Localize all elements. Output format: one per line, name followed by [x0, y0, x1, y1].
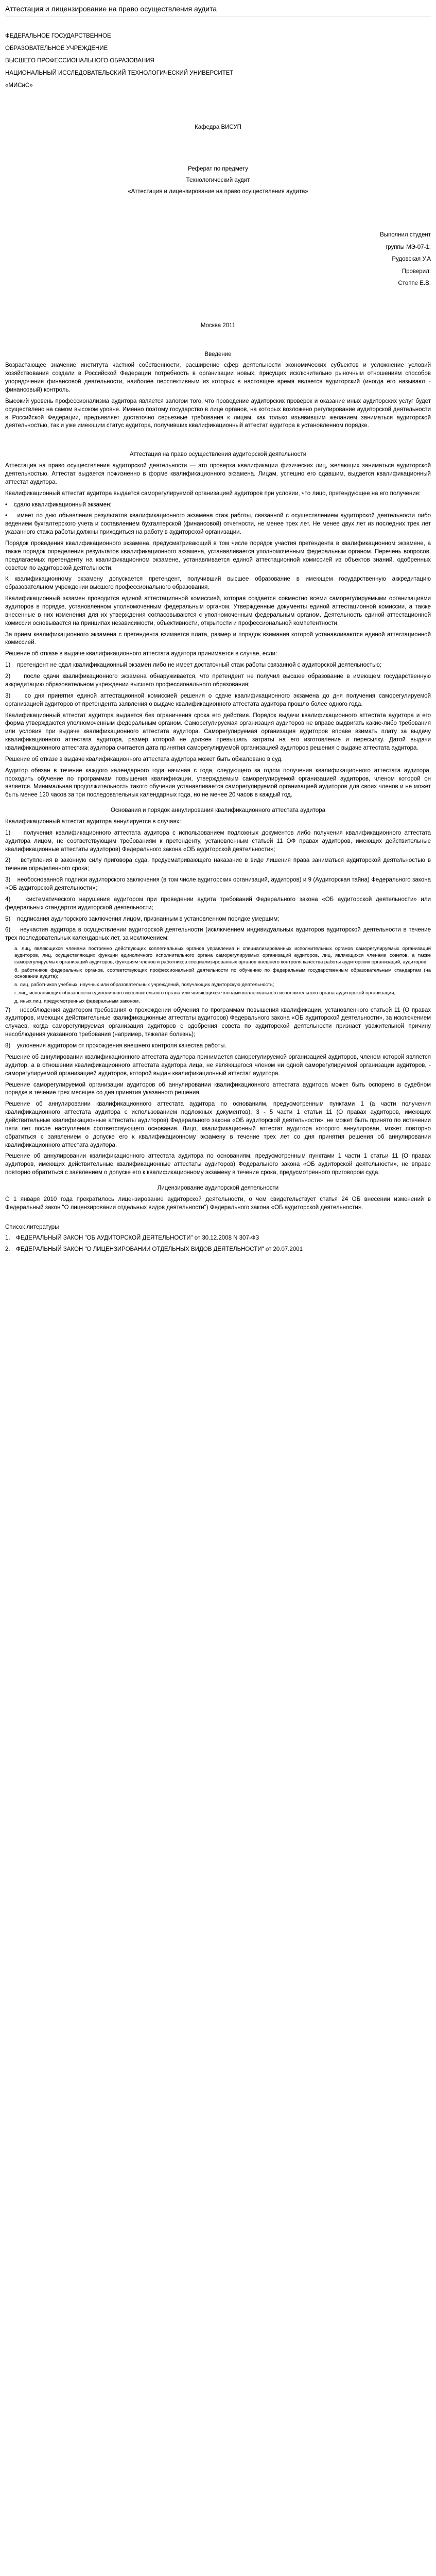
paragraph: Высокий уровень профессионализма аудитора является залогом того, что проведение аудиторских проверок и оказание иных аудиторских услуг будет осуществлено на самом высоком уровне. Именно поэтому государство в лице органов, на которых возложено регулирование аудиторской деятельности в Российской Федерации, предъявляет достаточно серьезные требования к лицам, как только изъявившим желанием заниматься аудиторской деятельностью, так и уже имеющим статус аудитора, получивших квалификационный аттестат аудитора в установленном порядке.	[5, 398, 431, 429]
paragraph: К квалификационному экзамену допускается претендент, получивший высшее образование в имеющем государственную аккредитацию образовательном учреждении высшего профессионального образования.	[5, 576, 431, 591]
paragraph: С 1 января 2010 года прекратилось лицензирование аудиторской деятельности, о чем свидетельствует статья 24 ОБ внесении изменений в Федеральный закон "О лицензировании отдельных видов деятельности") Федерального закона «ОБ аудиторской деятельности».	[5, 1196, 431, 1211]
list-item	[5, 501, 431, 510]
section-heading: Аттестация на право осуществления аудиторской деятельности	[129, 451, 307, 458]
references-heading: Список литературы	[5, 1224, 59, 1230]
signature-line: Стоппе Е.В.	[398, 280, 431, 287]
list-item-text: получения квалификационного аттестата аудитора с использованием подложных документов либо получения квалификационного аттестата аудитора лицом, не соответствующим требованиям к претенденту, установленным статьей 11 ОФ правах аудиторов, имеющих действительные квалификационные аттестаты аудиторов) Федерального закона «ОБ аудиторской деятельности»;	[5, 829, 431, 853]
list-marker: 3)	[5, 692, 11, 699]
section-heading: Лицензирование аудиторской деятельности	[157, 1184, 279, 1191]
sub-list-item: д. иных лиц, предусмотренных федеральным законом.	[14, 998, 140, 1004]
paragraph: Аттестация на право осуществления аудиторской деятельности — это проверка квалификации физических лиц, желающих заниматься аудиторской деятельностью. Аттестат выдается пожизненно в форме квалификационного экзамена. Лицам, успешно его сдавшим, выдается квалификационный аттестат аудитора.	[5, 463, 431, 485]
institution-line: НАЦИОНАЛЬНЫЙ ИССЛЕДОВАТЕЛЬСКИЙ ТЕХНОЛОГИЧЕСКИЙ УНИВЕРСИТЕТ	[5, 70, 234, 76]
paragraph: Квалификационный аттестат аудитора аннулируется в случаях:	[5, 818, 181, 825]
paragraph: Квалификационный аттестат аудитора выдается без ограничения срока его действия. Порядок выдачи квалификационного аттестата аудитора и его форма утверждаются уполномоченным федеральным органом. Саморегулируемая организация аудиторов не вправе выдвигать какие-либо требования или условия при выдаче квалификационного аттестата аудитора. Саморегулируемая организация аудиторов вправе взимать плату за выдачу квалификационного аттестата аудитора, размер которой не должен превышать затраты на его изготовление и пересылку. Датой выдачи квалификационного аттестата аудитора считается дата принятия саморегулируемой организацией аудиторов решения о выдаче аттестата аудитора.	[5, 712, 431, 751]
paragraph: Решение саморегулируемой организации аудиторов об аннулировании квалификационного аттестата аудитора может быть оспорено в судебном порядке в течение трех месяцев со дня принятия указанного решения.	[5, 1081, 431, 1096]
list-item	[5, 1007, 431, 1039]
paragraph: За прием квалификационного экзамена с претендента взимается плата, размер и порядок взимания которой устанавливаются единой аттестационной комиссией.	[5, 631, 431, 646]
list-marker: 2)	[5, 857, 11, 864]
paragraph: Решение об отказе в выдаче квалификационного аттестата аудитора принимается в случае, если:	[5, 651, 277, 657]
list-item	[5, 662, 431, 670]
list-item-text: имеет по дню объявления результатов квалификационного экзамена стаж работы, связанной с осуществлением аудиторской деятельности либо ведением бухгалтерского учета и составлением бухгалтерской (финансовой) отчетности, не менее трех лет. Не менее двух лет из последних трех лет указанного стажа работы должны приходиться на работу в аудиторской организации.	[5, 513, 431, 536]
signature-line: Проверил:	[402, 268, 431, 275]
signature-line: Рудовская У.А	[392, 256, 431, 263]
paragraph: Решение об отказе в выдаче квалификационного аттестата аудитора может быть обжаловано в суд.	[5, 756, 283, 762]
institution-header	[5, 31, 431, 91]
document-page	[0, 0, 436, 1267]
list-item-text: необоснованной подписи аудиторского заключения (в том числе аудиторских организаций, аудиторов) и 9 (Аудиторская тайна) Федерального закона «ОБ аудиторской деятельности»;	[5, 877, 431, 891]
bullet-marker: •	[5, 513, 8, 519]
intro-heading: Введение	[204, 351, 232, 358]
list-marker: 4)	[5, 896, 11, 903]
section-heading: Основания и порядок аннулирования квалификационного аттестата аудитора	[110, 807, 326, 814]
paragraph: Квалификационный аттестат аудитора выдается саморегулируемой организацией аудиторов при условии, что лицо, претендующее на его получение:	[5, 490, 421, 497]
list-item	[5, 926, 431, 943]
list-item-text: сдало квалификационный экзамен;	[13, 501, 112, 508]
city-year: Москва 2011	[200, 322, 236, 329]
signature-line: группы МЭ-07-1:	[385, 244, 431, 250]
report-line: «Аттестация и лицензирование на право осуществления аудита»	[128, 189, 308, 195]
paragraph: Решение об аннулировании квалификационного аттестата аудитора по основаниям, предусмотренным пунктами 1 (а части получения квалификационного аттестата аудитора с использованием подложных документов), 3 - 5 части 1 статьи 11 (О правах аудиторов, имеющих действительные квалификационные аттестаты аудиторов) Федерального закона «ОБ аудиторской деятельности», не может быть принято по истечении пяти лет после наступления соответствующего основания. Лицо, квалификационный аттестат аудитора которого аннулирован, может повторно обратиться с заявлением о допуске его к квалификационному экзамену в течение трех лет со дня принятия решения об аннулировании квалификационного аттестата аудитора.	[5, 1101, 431, 1148]
list-marker: 6)	[5, 927, 11, 934]
institution-line: ОБРАЗОВАТЕЛЬНОЕ УЧРЕЖДЕНИЕ	[5, 45, 108, 52]
document-title: Аттестация и лицензирование на право осуществления аудита	[5, 4, 431, 16]
list-marker: 2)	[5, 673, 11, 680]
list-item-text: подписания аудиторского заключения лицом, признанным в установленном порядке умершим;	[17, 916, 280, 922]
list-item-text: неучастия аудитора в осуществлении аудиторской деятельности (исключением индивидуальных аудиторов аудиторской деятельности в течение трех последовательных календарных лет, за исключением:	[5, 927, 431, 942]
report-line: Технологический аудит	[186, 177, 250, 184]
paragraph: Решение об аннулировании квалификационного аттестата аудитора принимается саморегулируемой организацией аудиторов, членом которой является аудитор, а в отношении квалификационного аттестата аудитора лица, не являющегося членом ни одной саморегулируемой организации аудиторов, - саморегулируемой организацией аудиторов, которой выдан квалификационный аттестат аудитора.	[5, 1054, 431, 1077]
list-item-text: уклонения аудитором от прохождения внешнего контроля качества работы.	[17, 1043, 226, 1049]
paragraph: Возрастающее значение института частной собственности, расширение сфер деятельности экономических субъектов и усложнение условий хозяйствования создали в Российской Федерации потребность в организации новых, присущих исключительно рыночным отношениям способов упорядочения финансовой деятельности, наиболее перспективным из которых в настоящее время является аудиторский (иногда его называют - финансовый) контроль.	[5, 362, 431, 393]
list-item	[5, 512, 431, 537]
list-item	[5, 896, 431, 912]
reference-item: 1. ФЕДЕРАЛЬНЫЙ ЗАКОН "ОБ АУДИТОРСКОЙ ДЕЯТЕЛЬНОСТИ" от 30.12.2008 N 307-ФЗ	[5, 1235, 259, 1242]
signature-line: Выполнил студент	[380, 231, 431, 238]
paragraph: Аудитор обязан в течение каждого календарного года начиная с года, следующего за годом получения квалификационного аттестата аудитора, проходить обучение по программам повышения квалификации, утверждаемым саморегулируемой организацией аудиторов, членом которой он является. Минимальная продолжительность такого обучения устанавливается саморегулируемой организацией аудиторов для своих членов и не может быть менее 120 часов за три последовательных календарных года, но не менее 20 часов в каждый год.	[5, 767, 431, 799]
list-item	[5, 673, 431, 689]
list-item-text: систематического нарушения аудитором при проведении аудита требований Федерального закона «ОБ аудиторской деятельности» или федеральных стандартов аудиторской деятельности;	[5, 896, 431, 911]
list-item-text: вступления в законную силу приговора суда, предусматривающего наказание в виде лишения права заниматься аудиторской деятельностью в течение определенного срока;	[5, 857, 431, 872]
list-item	[5, 876, 431, 893]
bullet-marker: •	[5, 501, 8, 508]
list-item-text: после сдачи квалификационного экзамена обнаруживается, что претендент не получил высшее образование в имеющем государственную аккредитацию образовательном учреждении высшего профессионального образования;	[5, 673, 431, 688]
list-item	[5, 916, 431, 924]
list-marker: 3)	[5, 877, 11, 884]
list-marker: 7)	[5, 1007, 11, 1013]
signature-block	[5, 230, 431, 289]
list-item	[5, 857, 431, 873]
department-name: Кафедра ВИСУП	[195, 124, 241, 130]
sub-list-item: г. лиц, исполняющих обязанности единоличного исполнительного органа или являющихся членами коллегиального исполнительного органа аудиторской организации;	[14, 990, 396, 996]
sub-list-item: а. лиц, являющихся членами постоянно действующих коллегиальных органов управления и специализированных исполнительных органов саморегулируемых организаций аудиторов, лиц, осуществляющих функции единоличного исполнительного органа саморегулируемых организаций аудиторов, лиц, являющихся членами советов, а также саморегулируемых организаций аудиторов, функциям членов и работников специализированных органов внешнего контроля качества работы аудиторских организаций, аудиторов;	[14, 946, 431, 965]
reference-item: 2. ФЕДЕРАЛЬНЫЙ ЗАКОН "О ЛИЦЕНЗИРОВАНИИ ОТДЕЛЬНЫХ ВИДОВ ДЕЯТЕЛЬНОСТИ" от 20.07.2001	[5, 1246, 303, 1253]
report-line: Реферат по предмету	[188, 166, 248, 173]
list-item	[5, 829, 431, 854]
report-title-block	[5, 165, 431, 196]
institution-line: ФЕДЕРАЛЬНОЕ ГОСУДАРСТВЕННОЕ	[5, 33, 111, 40]
list-item	[5, 1042, 431, 1050]
list-marker: 1)	[5, 829, 11, 836]
sub-list-item: в. лиц, работников учебных, научных или образовательных учреждений, получающих аудиторскую деятельность;	[14, 982, 274, 988]
paragraph: Квалификационный экзамен проводится единой аттестационной комиссией, которая создается совместно всеми саморегулируемыми организациями аудиторов в порядке, установленном уполномоченным федеральным органом. Утвержденные документы единой аттестационной комиссии, а также внесенные в них изменения для их утверждения согласовываются с уполномоченным федеральным органом. Деятельность единой аттестационной комиссии основывается на принципах независимости, объективности, открытости и профессиональной компетентности.	[5, 596, 431, 626]
institution-line: «МИСиС»	[5, 82, 33, 89]
list-item-text: претендент не сдал квалификационный экзамен либо не имеет достаточный стаж работы связанной с аудиторской деятельностью;	[17, 662, 381, 669]
paragraph: Порядок проведения квалификационного экзамена, предусматривающий в том числе порядок участия претендента в квалификационном экзамене, а также порядок определения результатов квалификационного экзамена, устанавливается уполномоченным федеральным органом. Перечень вопросов, предлагаемых претенденту на квалификационном экзамене, устанавливается единой аттестационной комиссией из объектов знаний, одобренных советом по аудиторской деятельности.	[5, 540, 431, 571]
sub-list-item: б. работников федеральных органов, соответствующих профессиональной деятельности по обучению по федеральным государственным образовательным стандартам (на основании аудита);	[14, 967, 431, 980]
list-marker: 5)	[5, 916, 11, 922]
institution-line: ВЫСШЕГО ПРОФЕССИОНАЛЬНОГО ОБРАЗОВАНИЯ	[5, 58, 154, 64]
list-marker: 1)	[5, 662, 11, 669]
paragraph: Решение об аннулировании квалификационного аттестата аудитора по основаниям, предусмотренным пунктами 1 части 1 статьи 11 (О правах аудиторов, имеющих действительные квалификационные аттестаты аудиторов) Федерального закона «ОБ аудиторской деятельности», не вправе повторно обратиться с заявлением о допуске его к квалификационному экзамену в течение срока, предусмотренного приговором суда.	[5, 1153, 431, 1176]
list-item-text: несоблюдения аудитором требования о прохождении обучения по программам повышения квалификации, установленного статьей 11 (О правах аудиторов, имеющих действительные квалификационные аттестаты аудиторов) Федерального закона «ОБ аудиторской деятельности», за исключением случаев, когда саморегулируемая организация аудиторов с одобрения совета по аудиторской деятельности признает уважительной причину несоблюдения указанного требования (например, тяжелая болезнь);	[5, 1007, 431, 1038]
list-item-text: со дня принятия единой аттестационной комиссией решения о сдаче квалификационного экзамена до дня получения саморегулируемой организацией аудиторов от претендента заявления о выдаче квалификационного аттестата аудитора прошло более одного года.	[5, 692, 431, 707]
list-item	[5, 692, 431, 709]
list-marker: 8)	[5, 1043, 11, 1049]
